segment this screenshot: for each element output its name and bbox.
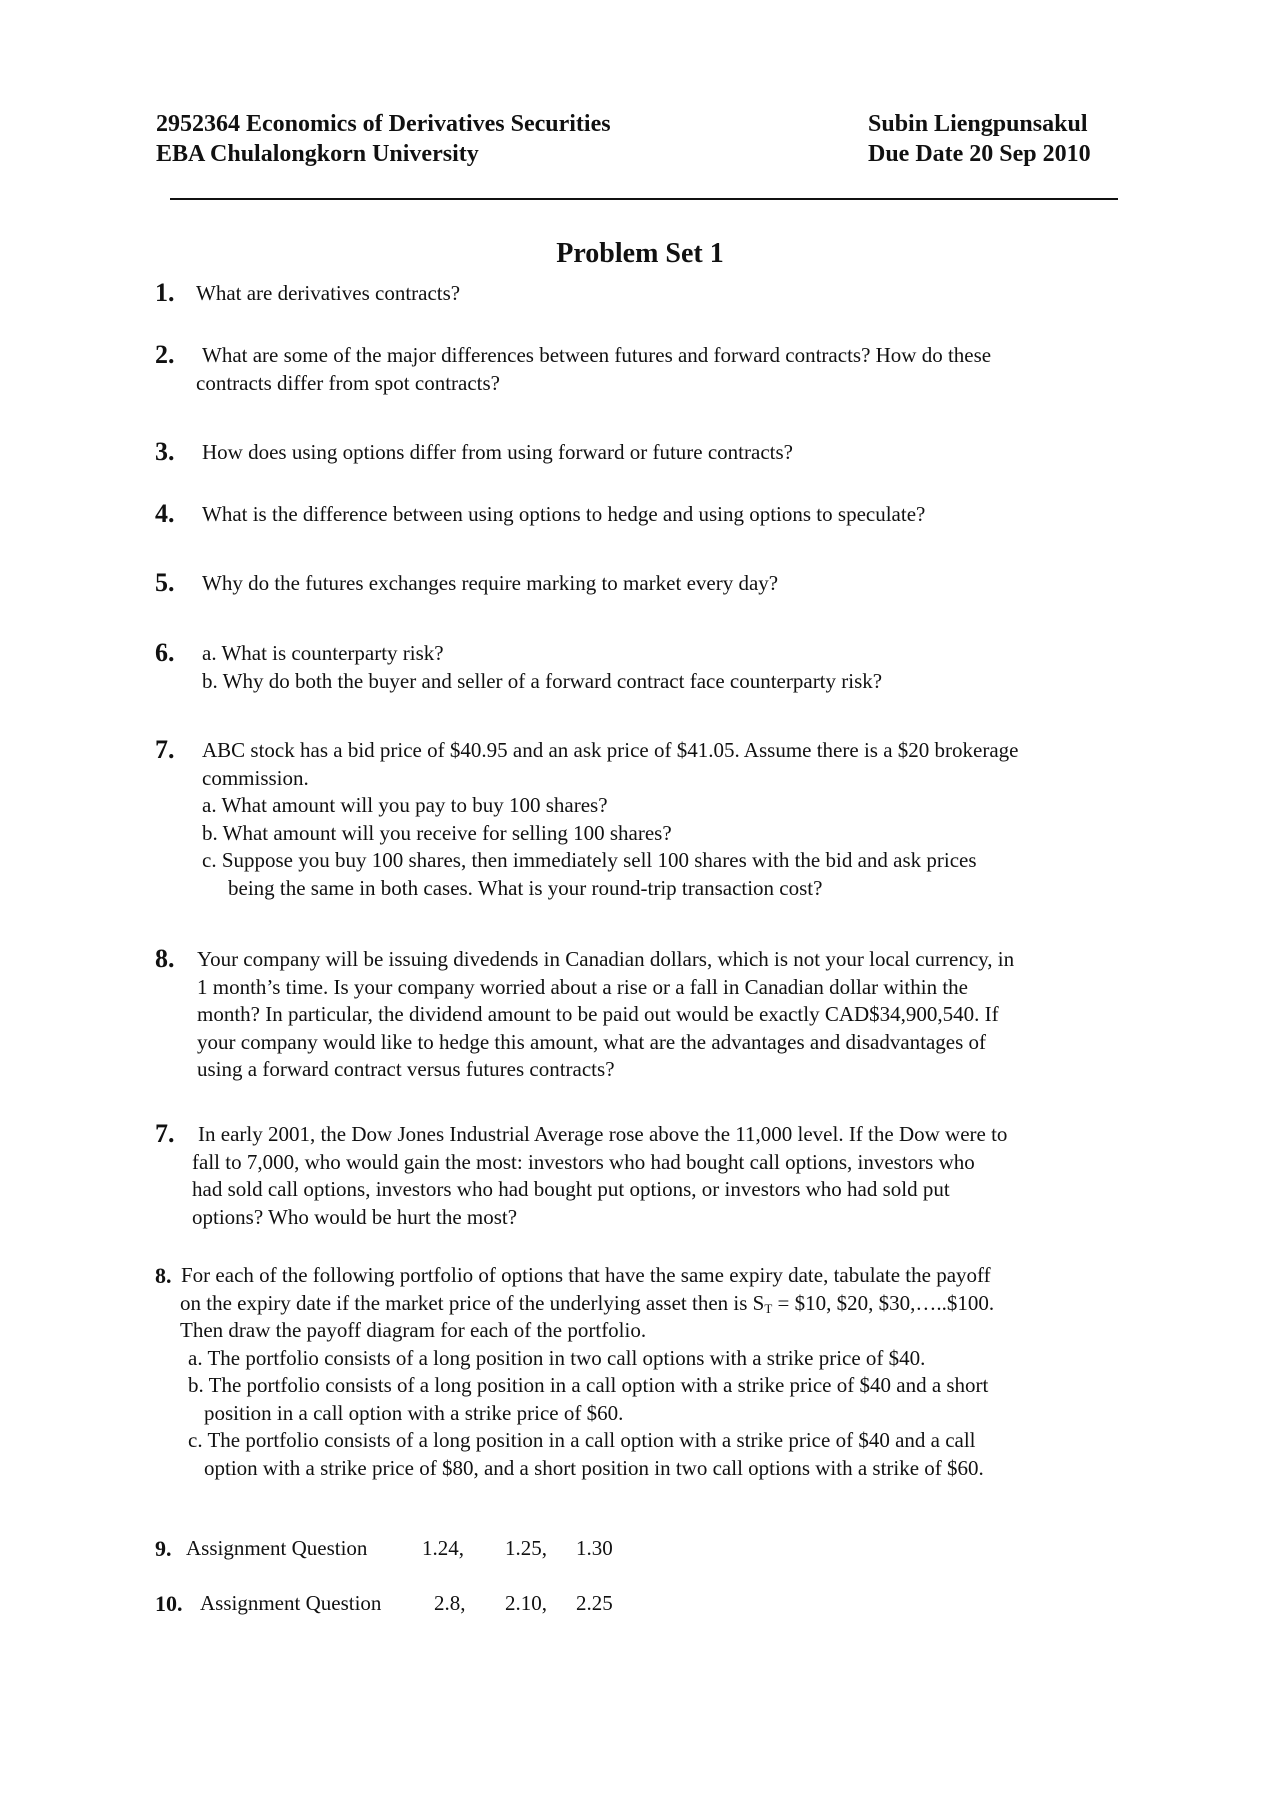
question-line-part: on the expiry date if the market price of the underlying asset then is S — [180, 1290, 765, 1315]
question-line: using a forward contract versus futures contracts? — [197, 1057, 615, 1081]
subscript-t: T — [764, 1300, 773, 1316]
instructor-name: Subin Liengpunsakul — [868, 111, 1088, 137]
question-3-text — [202, 439, 793, 467]
due-date: Due Date 20 Sep 2010 — [868, 141, 1091, 167]
question-line: had sold call options, investors who had bought put options, or investors who had sold put — [192, 1177, 950, 1201]
question-line: month? In particular, the dividend amount to be paid out would be exactly CAD$34,900,540. If — [197, 1002, 999, 1026]
question-1-text — [196, 280, 460, 308]
assignment-9-item: 1.25, — [505, 1536, 547, 1560]
question-line: c. The portfolio consists of a long position in a call option with a strike price of $40 and a call — [188, 1428, 976, 1452]
question-6-number: 6. — [155, 638, 175, 667]
question-8b-number: 8. — [155, 1263, 172, 1288]
assignment-9-label: Assignment Question — [186, 1536, 368, 1560]
question-5-text — [202, 570, 778, 598]
question-1-number: 1. — [155, 278, 175, 307]
question-line: c. Suppose you buy 100 shares, then immediately sell 100 shares with the bid and ask prices — [202, 848, 977, 872]
question-8-text — [197, 946, 1014, 1084]
question-line: contracts differ from spot contracts? — [196, 370, 500, 395]
assignment-9-item: 1.30 — [576, 1536, 613, 1560]
question-line: fall to 7,000, who would gain the most: investors who had bought call options, investors who — [192, 1149, 975, 1174]
assignment-10-item: 2.25 — [576, 1591, 613, 1615]
question-line: b. Why do both the buyer and seller of a forward contract face counterparty risk? — [202, 668, 883, 693]
question-line: What are derivatives contracts? — [196, 281, 461, 305]
question-5-number: 5. — [155, 568, 175, 597]
question-3-number: 3. — [155, 437, 175, 466]
assignment-10-item: 2.10, — [505, 1591, 547, 1615]
header-divider — [170, 198, 1118, 200]
question-line: b. What amount will you receive for selling 100 shares? — [202, 820, 672, 845]
assignment-9-item: 1.24, — [422, 1536, 464, 1560]
question-line: a. What amount will you pay to buy 100 shares? — [202, 793, 608, 817]
question-line: What are some of the major differences between futures and forward contracts? How do these — [202, 343, 992, 367]
question-line: Your company will be issuing divedends in Canadian dollars, which is not your local currency, in — [197, 947, 1015, 971]
question-8b-text — [180, 1262, 994, 1482]
course-title: 2952364 Economics of Derivatives Securities — [156, 111, 611, 137]
question-line: How does using options differ from using forward or future contracts? — [202, 440, 793, 464]
question-line: What is the difference between using options to hedge and using options to speculate? — [202, 502, 926, 526]
question-line: In early 2001, the Dow Jones Industrial Average rose above the 11,000 level. If the Dow were to — [198, 1122, 1008, 1146]
page-title: Problem Set 1 — [556, 238, 724, 269]
question-2-text — [196, 342, 992, 397]
question-line-with-subscript — [180, 1290, 994, 1318]
question-line: For each of the following portfolio of options that have the same expiry date, tabulate the payoff — [181, 1263, 991, 1287]
question-line: options? Who would be hurt the most? — [192, 1204, 518, 1229]
university-name: EBA Chulalongkorn University — [156, 141, 479, 167]
question-7-number: 7. — [155, 735, 175, 764]
assignment-9-number: 9. — [155, 1536, 172, 1561]
question-line: a. What is counterparty risk? — [202, 641, 444, 665]
assignment-10-item: 2.8, — [434, 1591, 466, 1615]
question-line: b. The portfolio consists of a long position in a call option with a strike price of $40 and a short — [188, 1373, 989, 1397]
question-line: your company would like to hedge this amount, what are the advantages and disadvantages of — [197, 1029, 987, 1054]
question-4-number: 4. — [155, 499, 175, 528]
instructor-header — [868, 109, 1091, 169]
question-line: a. The portfolio consists of a long position in two call options with a strike price of $40. — [188, 1345, 926, 1370]
question-line: 1 month’s time. Is your company worried about a rise or a fall in Canadian dollar within the — [197, 974, 968, 999]
question-7b-number: 7. — [155, 1119, 175, 1148]
assignment-10-number: 10. — [155, 1591, 183, 1616]
assignment-10-label: Assignment Question — [200, 1591, 382, 1615]
question-line: position in a call option with a strike price of $60. — [204, 1400, 624, 1425]
question-line-part: = $10, $20, $30,…..$100. — [772, 1290, 995, 1315]
question-line: ABC stock has a bid price of $40.95 and an ask price of $41.05. Assume there is a $20 brokerage — [202, 738, 1019, 762]
question-line: Why do the futures exchanges require marking to market every day? — [202, 571, 779, 595]
question-4-text — [202, 501, 925, 529]
question-6-text — [202, 640, 882, 695]
question-7-text — [202, 737, 1018, 902]
course-header — [156, 109, 611, 169]
question-line: Then draw the payoff diagram for each of the portfolio. — [180, 1318, 647, 1342]
question-8-number: 8. — [155, 944, 175, 973]
question-7b-text — [192, 1121, 1007, 1231]
question-line: option with a strike price of $80, and a short position in two call options with a strike of $60. — [204, 1455, 984, 1480]
question-line: being the same in both cases. What is your round-trip transaction cost? — [228, 875, 823, 900]
question-2-number: 2. — [155, 340, 175, 369]
question-line: commission. — [202, 765, 309, 790]
